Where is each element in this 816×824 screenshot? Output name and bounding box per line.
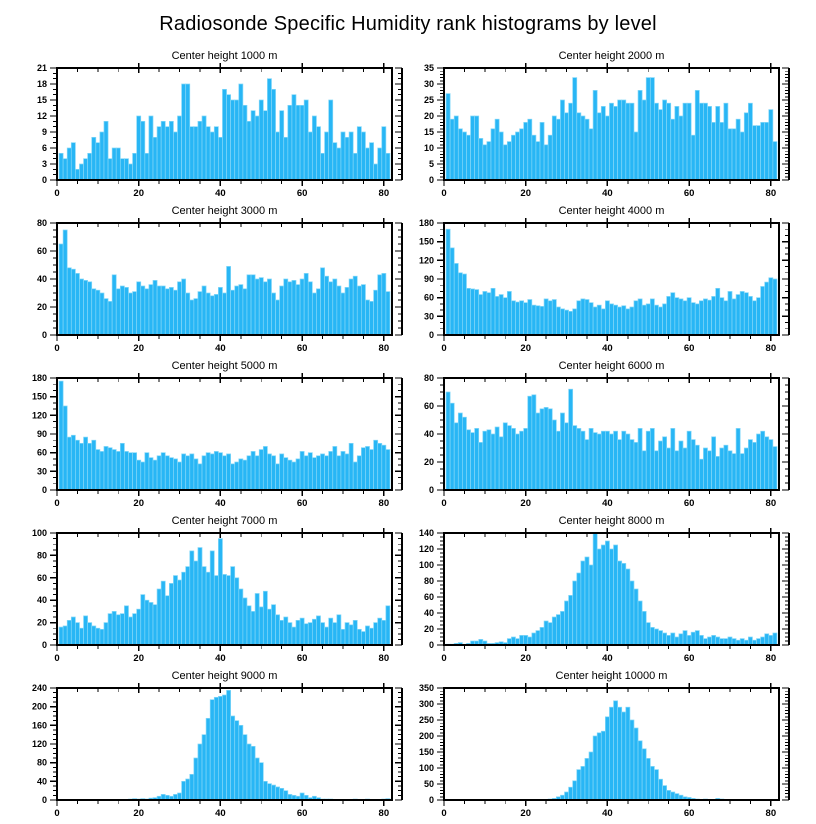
- svg-text:9: 9: [41, 127, 47, 137]
- svg-text:40: 40: [36, 776, 47, 787]
- svg-text:60: 60: [36, 246, 47, 256]
- svg-text:250: 250: [418, 715, 434, 725]
- svg-text:0: 0: [54, 343, 60, 354]
- svg-text:40: 40: [423, 429, 434, 439]
- svg-text:20: 20: [36, 302, 47, 312]
- svg-text:80: 80: [36, 550, 47, 561]
- svg-text:60: 60: [296, 188, 308, 199]
- svg-text:0: 0: [441, 343, 447, 354]
- svg-text:15: 15: [423, 127, 434, 137]
- svg-text:20: 20: [133, 498, 144, 509]
- svg-text:0: 0: [54, 188, 60, 199]
- svg-text:180: 180: [31, 373, 47, 383]
- histogram-4000m: [408, 201, 816, 356]
- svg-text:40: 40: [215, 808, 226, 819]
- svg-text:40: 40: [423, 608, 434, 618]
- svg-text:Center height 7000 m: Center height 7000 m: [171, 515, 278, 527]
- histogram-9000m: [0, 666, 408, 821]
- page-title: Radiosonde Specific Humidity rank histograms by level: [159, 13, 657, 35]
- chart-cell-4000m: [408, 201, 816, 356]
- svg-text:120: 120: [31, 739, 47, 749]
- svg-text:0: 0: [428, 485, 434, 495]
- svg-text:3: 3: [41, 159, 47, 169]
- svg-text:20: 20: [520, 188, 531, 199]
- svg-text:0: 0: [428, 175, 434, 185]
- svg-text:100: 100: [418, 560, 434, 570]
- svg-text:100: 100: [418, 763, 434, 773]
- svg-text:0: 0: [41, 795, 47, 805]
- svg-text:40: 40: [215, 188, 226, 199]
- svg-text:60: 60: [296, 653, 308, 664]
- svg-text:0: 0: [441, 653, 447, 664]
- svg-text:0: 0: [41, 485, 47, 495]
- chart-cell-7000m: [0, 511, 408, 666]
- svg-text:0: 0: [428, 795, 434, 805]
- chart-cell-6000m: [408, 356, 816, 511]
- svg-text:80: 80: [765, 498, 777, 509]
- svg-text:80: 80: [36, 218, 47, 228]
- svg-text:Center height 3000 m: Center height 3000 m: [171, 205, 278, 217]
- chart-cell-8000m: [408, 511, 816, 666]
- svg-text:20: 20: [133, 188, 144, 199]
- svg-text:80: 80: [423, 576, 434, 586]
- svg-text:80: 80: [765, 343, 777, 354]
- chart-cell-1000m: [0, 46, 408, 201]
- histogram-3000m: [0, 201, 408, 356]
- svg-text:Center height 9000 m: Center height 9000 m: [171, 670, 278, 682]
- svg-text:0: 0: [441, 188, 447, 199]
- svg-text:160: 160: [31, 720, 47, 731]
- svg-text:120: 120: [31, 410, 47, 421]
- svg-text:0: 0: [54, 498, 60, 509]
- svg-text:35: 35: [423, 63, 434, 73]
- svg-text:60: 60: [296, 343, 308, 354]
- svg-text:140: 140: [418, 528, 434, 538]
- svg-text:120: 120: [418, 255, 434, 266]
- svg-text:60: 60: [423, 592, 434, 602]
- histogram-5000m: [0, 356, 408, 511]
- svg-text:0: 0: [41, 640, 47, 650]
- svg-text:6: 6: [41, 143, 47, 153]
- svg-text:80: 80: [36, 757, 47, 768]
- svg-text:60: 60: [683, 343, 695, 354]
- svg-text:350: 350: [418, 683, 434, 693]
- chart-cell-5000m: [0, 356, 408, 511]
- chart-cell-10000m: [408, 666, 816, 821]
- svg-text:Center height 6000 m: Center height 6000 m: [558, 360, 665, 372]
- svg-text:90: 90: [423, 274, 434, 284]
- svg-text:60: 60: [683, 188, 695, 199]
- svg-text:0: 0: [54, 808, 60, 819]
- svg-text:20: 20: [133, 653, 144, 664]
- chart-cell-3000m: [0, 201, 408, 356]
- svg-text:40: 40: [36, 595, 47, 606]
- svg-text:90: 90: [36, 429, 47, 439]
- svg-text:Center height 8000 m: Center height 8000 m: [558, 515, 665, 527]
- svg-text:40: 40: [602, 498, 613, 509]
- svg-text:60: 60: [296, 498, 308, 509]
- svg-text:100: 100: [31, 528, 47, 538]
- svg-text:20: 20: [133, 808, 144, 819]
- svg-text:0: 0: [41, 175, 47, 185]
- svg-text:0: 0: [441, 498, 447, 509]
- svg-text:15: 15: [36, 95, 47, 105]
- svg-text:0: 0: [428, 640, 434, 650]
- svg-text:60: 60: [683, 653, 695, 664]
- svg-text:150: 150: [418, 236, 434, 247]
- svg-text:80: 80: [765, 653, 777, 664]
- svg-text:20: 20: [520, 343, 531, 354]
- histogram-10000m: [408, 666, 816, 821]
- svg-text:30: 30: [423, 311, 434, 322]
- svg-text:80: 80: [765, 188, 777, 199]
- svg-text:0: 0: [441, 808, 447, 819]
- svg-text:240: 240: [31, 683, 47, 693]
- svg-text:30: 30: [36, 466, 47, 477]
- histogram-1000m: [0, 46, 408, 201]
- svg-text:12: 12: [36, 111, 47, 121]
- svg-text:30: 30: [423, 79, 434, 89]
- svg-text:80: 80: [765, 808, 777, 819]
- svg-text:150: 150: [418, 747, 434, 757]
- svg-text:200: 200: [418, 731, 434, 741]
- svg-text:60: 60: [36, 572, 47, 583]
- svg-text:5: 5: [428, 159, 434, 169]
- svg-text:Center height 2000 m: Center height 2000 m: [558, 50, 665, 62]
- svg-text:20: 20: [423, 624, 434, 634]
- svg-text:80: 80: [378, 498, 390, 509]
- svg-text:40: 40: [602, 188, 613, 199]
- svg-text:10: 10: [423, 143, 434, 153]
- svg-text:20: 20: [520, 808, 531, 819]
- svg-text:60: 60: [683, 498, 695, 509]
- svg-text:0: 0: [54, 653, 60, 664]
- svg-text:20: 20: [423, 111, 434, 121]
- svg-text:60: 60: [423, 292, 434, 303]
- svg-text:300: 300: [418, 699, 434, 709]
- histogram-2000m: [408, 46, 816, 201]
- svg-text:40: 40: [602, 653, 613, 664]
- svg-text:0: 0: [428, 330, 434, 340]
- svg-text:80: 80: [378, 343, 390, 354]
- svg-text:180: 180: [418, 218, 434, 228]
- svg-text:21: 21: [36, 63, 47, 73]
- svg-text:200: 200: [31, 701, 47, 712]
- svg-text:20: 20: [520, 498, 531, 509]
- svg-text:80: 80: [378, 188, 390, 199]
- svg-text:80: 80: [378, 808, 390, 819]
- svg-text:120: 120: [418, 544, 434, 554]
- chart-cell-2000m: [408, 46, 816, 201]
- svg-text:Center height 10000 m: Center height 10000 m: [555, 670, 668, 682]
- svg-text:40: 40: [36, 274, 47, 284]
- svg-text:40: 40: [602, 808, 613, 819]
- svg-text:80: 80: [423, 373, 434, 383]
- svg-text:25: 25: [423, 95, 434, 105]
- svg-text:40: 40: [215, 653, 226, 664]
- svg-text:60: 60: [296, 808, 308, 819]
- svg-text:150: 150: [31, 391, 47, 402]
- svg-text:20: 20: [520, 653, 531, 664]
- svg-text:40: 40: [215, 498, 226, 509]
- svg-text:Center height 5000 m: Center height 5000 m: [171, 360, 278, 372]
- svg-text:20: 20: [133, 343, 144, 354]
- svg-text:Center height 1000 m: Center height 1000 m: [171, 50, 278, 62]
- svg-text:18: 18: [36, 79, 47, 89]
- svg-text:20: 20: [36, 617, 47, 628]
- histogram-8000m: [408, 511, 816, 666]
- svg-text:40: 40: [602, 343, 613, 354]
- svg-text:80: 80: [378, 653, 390, 664]
- svg-text:0: 0: [41, 330, 47, 340]
- svg-text:60: 60: [36, 447, 47, 458]
- svg-text:20: 20: [423, 457, 434, 467]
- svg-text:Center height 4000 m: Center height 4000 m: [558, 205, 665, 217]
- svg-text:50: 50: [423, 779, 434, 789]
- svg-text:60: 60: [423, 401, 434, 411]
- svg-text:40: 40: [215, 343, 226, 354]
- histogram-7000m: [0, 511, 408, 666]
- chart-cell-9000m: [0, 666, 408, 821]
- histogram-6000m: [408, 356, 816, 511]
- chart-grid: [0, 46, 816, 821]
- svg-text:60: 60: [683, 808, 695, 819]
